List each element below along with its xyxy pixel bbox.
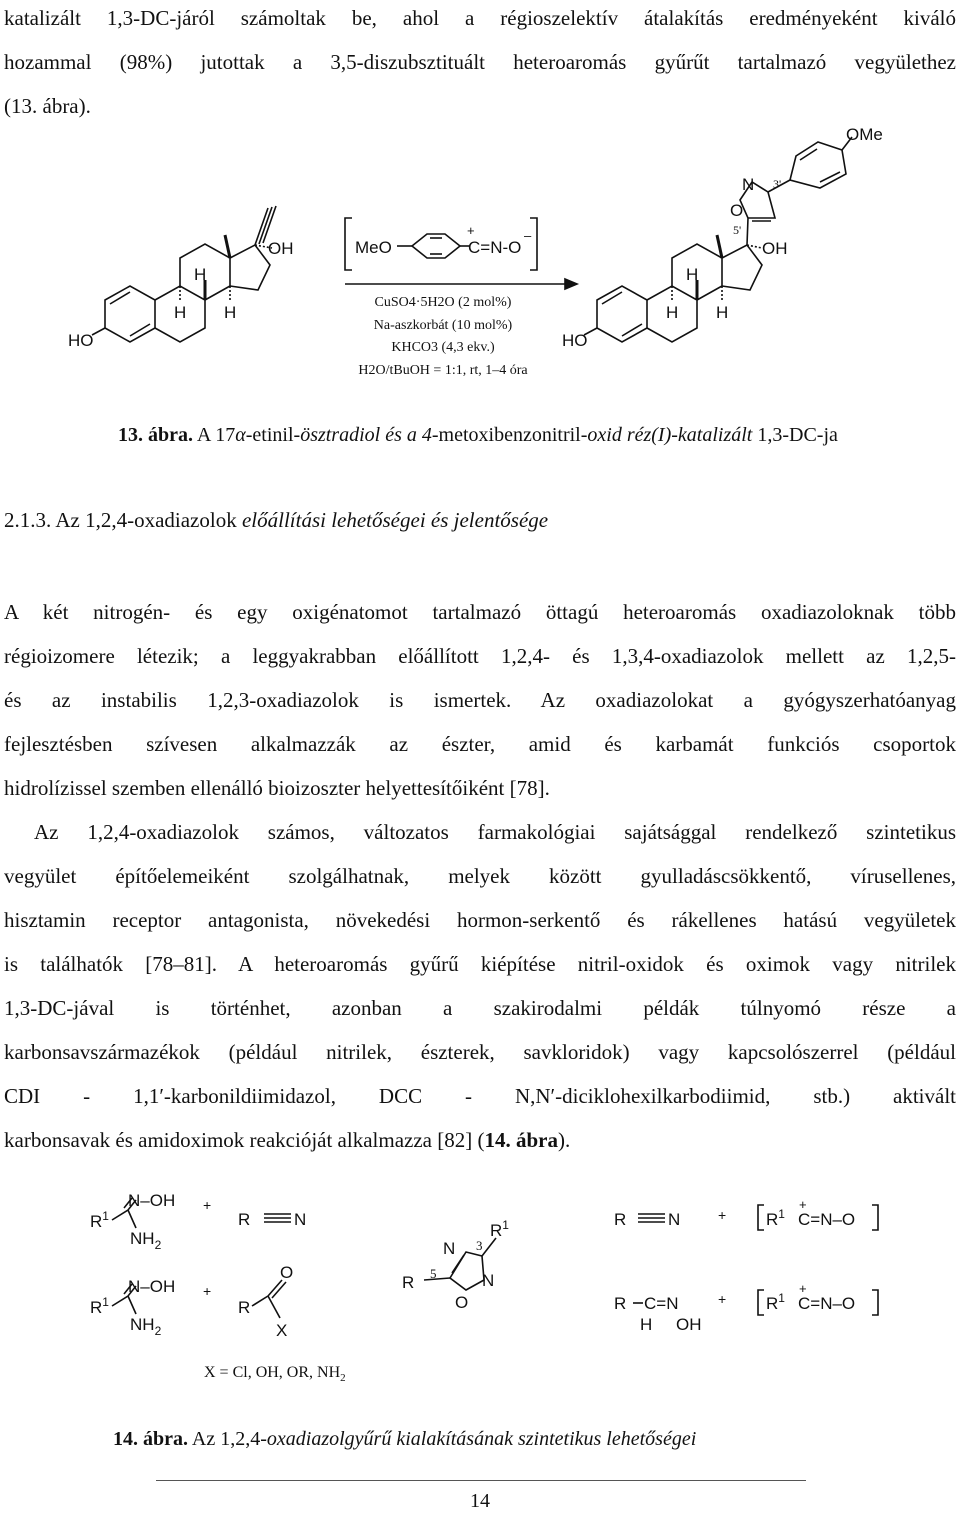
paragraph-2 xyxy=(4,810,956,1162)
h-label: H xyxy=(640,1315,653,1334)
plus-charge: + xyxy=(467,223,475,238)
section-title-italic: előállítási lehetőségei és jelentősége xyxy=(241,508,549,532)
plus-sign: + xyxy=(203,1283,212,1299)
caption-text: metoxibenzonitril- xyxy=(438,424,588,446)
h-label: H xyxy=(686,265,699,284)
product-oh: OH xyxy=(762,239,788,258)
isoxazole-n: N xyxy=(742,175,755,194)
h-label: H xyxy=(666,303,679,322)
figure-14-scheme xyxy=(0,1180,960,1390)
o-label: O xyxy=(280,1263,294,1282)
r-label: R xyxy=(614,1210,627,1229)
intro-line: katalizált 1,3-DC-járól számoltak be, ahol a régioszelektív átalakítás eredményeként kiváló xyxy=(4,6,956,30)
x-label: X xyxy=(276,1321,288,1340)
ring-locant-3: 3 xyxy=(476,1238,483,1253)
plus-sign: + xyxy=(203,1197,212,1213)
footer-rule xyxy=(156,1480,806,1481)
ring-a xyxy=(105,286,155,342)
section-heading xyxy=(4,508,548,533)
h-label: H xyxy=(194,265,207,284)
caption-alpha: α xyxy=(235,424,246,446)
paragraph-line xyxy=(4,1118,956,1162)
plus-sign: + xyxy=(718,1207,727,1223)
ome-label: OMe xyxy=(846,125,883,144)
figure-14-caption xyxy=(113,1428,696,1451)
paragraph-line: hisztamin receptor antagonista, növekedési hormon-serkentő és rákellenes hatású vegyületek xyxy=(4,908,956,932)
noh-label: N–OH xyxy=(128,1191,176,1210)
r1-label: $R^1$ xyxy=(90,1209,109,1231)
oh-label: OH xyxy=(676,1315,702,1334)
nh2-label: $NH_2$ xyxy=(130,1315,162,1338)
condition-line: H2O/tBuOH = 1:1, rt, 1–4 óra xyxy=(358,363,528,378)
paragraph-line: karbonsavszármazékok (például nitrilek, észterek, savkloridok) vagy kapcsolószerrel (például xyxy=(4,1040,956,1064)
paragraph-line: 1,3-DC-jával is történhet, azonban a szakirodalmi példák túlnyomó része a xyxy=(4,996,956,1020)
oh-label: OH xyxy=(268,239,294,258)
caption-text: -etinil- xyxy=(245,424,301,446)
ring-n: N xyxy=(443,1239,456,1258)
caption-text: Az 1,2,4- xyxy=(188,1428,267,1450)
nitrile-oxide-label: C=N–O xyxy=(798,1294,856,1313)
caption-label: 13. ábra. xyxy=(118,424,193,446)
r1-label: $R^1$ xyxy=(766,1291,785,1313)
n-label: N xyxy=(294,1210,307,1229)
r1-label: $R^1$ xyxy=(490,1218,509,1240)
r-label: R xyxy=(402,1273,415,1292)
paragraph-line: CDI - 1,1′-karbonildiimidazol, DCC - N,N′-diciklohexilkarbodiimid, stb.) aktivált xyxy=(4,1084,956,1108)
plus-charge: + xyxy=(799,1281,807,1296)
caption-text: A 17 xyxy=(196,424,236,446)
paragraph-1 xyxy=(4,590,956,810)
ring-locant-5: 5 xyxy=(430,1266,437,1281)
r1-label: $R^1$ xyxy=(90,1295,109,1317)
caption-text: ösztradiol és a 4- xyxy=(300,424,439,446)
paragraph-line: régioizomere létezik; a leggyakrabban előállított 1,2,4- és 1,3,4-oxadiazolok mellett az 1,2,5- xyxy=(4,644,956,668)
nitrile-oxide-label: C=N–O xyxy=(798,1210,856,1229)
caption-text: oxadiazolgyűrű kialakításának szintetikus lehetőségei xyxy=(266,1428,697,1450)
isoxazole-o: O xyxy=(730,201,744,220)
figure-13-scheme xyxy=(0,120,960,385)
product-ho: HO xyxy=(562,331,588,350)
nitrile-oxide-label: C=N-O xyxy=(468,238,522,257)
condition-line: CuSO4·5H2O (2 mol%) xyxy=(374,295,512,310)
ho-label: HO xyxy=(68,331,94,350)
r1-label: $R^1$ xyxy=(766,1207,785,1229)
intro-line: hozammal (98%) jutottak a 3,5-diszubsztituált heteroaromás gyűrűt tartalmazó vegyülethez xyxy=(4,50,956,74)
meo-label: MeO xyxy=(355,238,392,257)
caption-label: 14. ábra. xyxy=(113,1428,188,1450)
plus-charge: + xyxy=(799,1197,807,1212)
paragraph-line: Az 1,2,4-oxadiazolok számos, változatos farmakológiai sajátsággal rendelkező szintetikus xyxy=(34,820,956,844)
paragraph-line: és az instabilis 1,2,3-oxadiazolok is ismertek. Az oxadiazolokat a gyógyszerhatóanyag xyxy=(4,688,956,712)
imino-label: C=N xyxy=(644,1294,679,1313)
plus-sign: + xyxy=(718,1291,727,1307)
h-label: H xyxy=(174,303,187,322)
n-label: N xyxy=(668,1210,681,1229)
figure-13-caption xyxy=(118,424,838,447)
locant-3prime: 3' xyxy=(773,177,782,191)
section-number: 2.1.3. xyxy=(4,508,52,532)
locant-5prime: 5' xyxy=(733,223,742,237)
intro-line: (13. ábra). xyxy=(4,94,91,118)
noh-label: N–OH xyxy=(128,1277,176,1296)
r-label: R xyxy=(238,1210,251,1229)
paragraph-line: A két nitrogén- és egy oxigénatomot tartalmazó öttagú heteroaromás oxadiazoloknak több xyxy=(4,600,956,624)
r-label: R xyxy=(614,1294,627,1313)
paragraph-line: hidrolízissel szemben ellenálló bioizoszter helyettesítőiként [78]. xyxy=(4,776,550,800)
paragraph-text: ). xyxy=(557,1128,571,1152)
page-number: 14 xyxy=(470,1490,490,1512)
paragraph-line: fejlesztésben szívesen alkalmazzák az észter, amid és karbamát funkciós csoportok xyxy=(4,732,956,756)
condition-line: Na-aszkorbát (10 mol%) xyxy=(373,318,513,333)
paragraph-text: karbonsavak és amidoximok reakcióját alkalmazza [82] ( xyxy=(4,1128,485,1152)
caption-text: 1,3-DC-ja xyxy=(752,424,838,446)
condition-line: KHCO3 (4,3 ekv.) xyxy=(391,340,495,355)
paragraph-line: is találhatók [78–81]. A heteroaromás gyűrű kiépítése nitril-oxidok és oximok vagy nitrilek xyxy=(4,952,956,976)
x-definition: X = Cl, OH, OR, $NH_2$ xyxy=(204,1364,346,1384)
figure-reference: 14. ábra xyxy=(484,1128,558,1152)
h-label: H xyxy=(716,303,729,322)
caption-text: oxid réz(I)-katalizált xyxy=(587,424,753,446)
intro-paragraph xyxy=(4,0,956,128)
nh2-label: $NH_2$ xyxy=(130,1229,162,1252)
h-label: H xyxy=(224,303,237,322)
section-title: Az 1,2,4-oxadiazolok xyxy=(51,508,242,532)
paragraph-line: vegyület építőelemeiként szolgálhatnak, melyek között gyulladáscsökkentő, vírusellenes, xyxy=(4,864,956,888)
ring-o: O xyxy=(455,1293,469,1312)
ring-n: N xyxy=(482,1271,495,1290)
minus-charge: – xyxy=(524,228,532,243)
r-label: R xyxy=(238,1298,251,1317)
